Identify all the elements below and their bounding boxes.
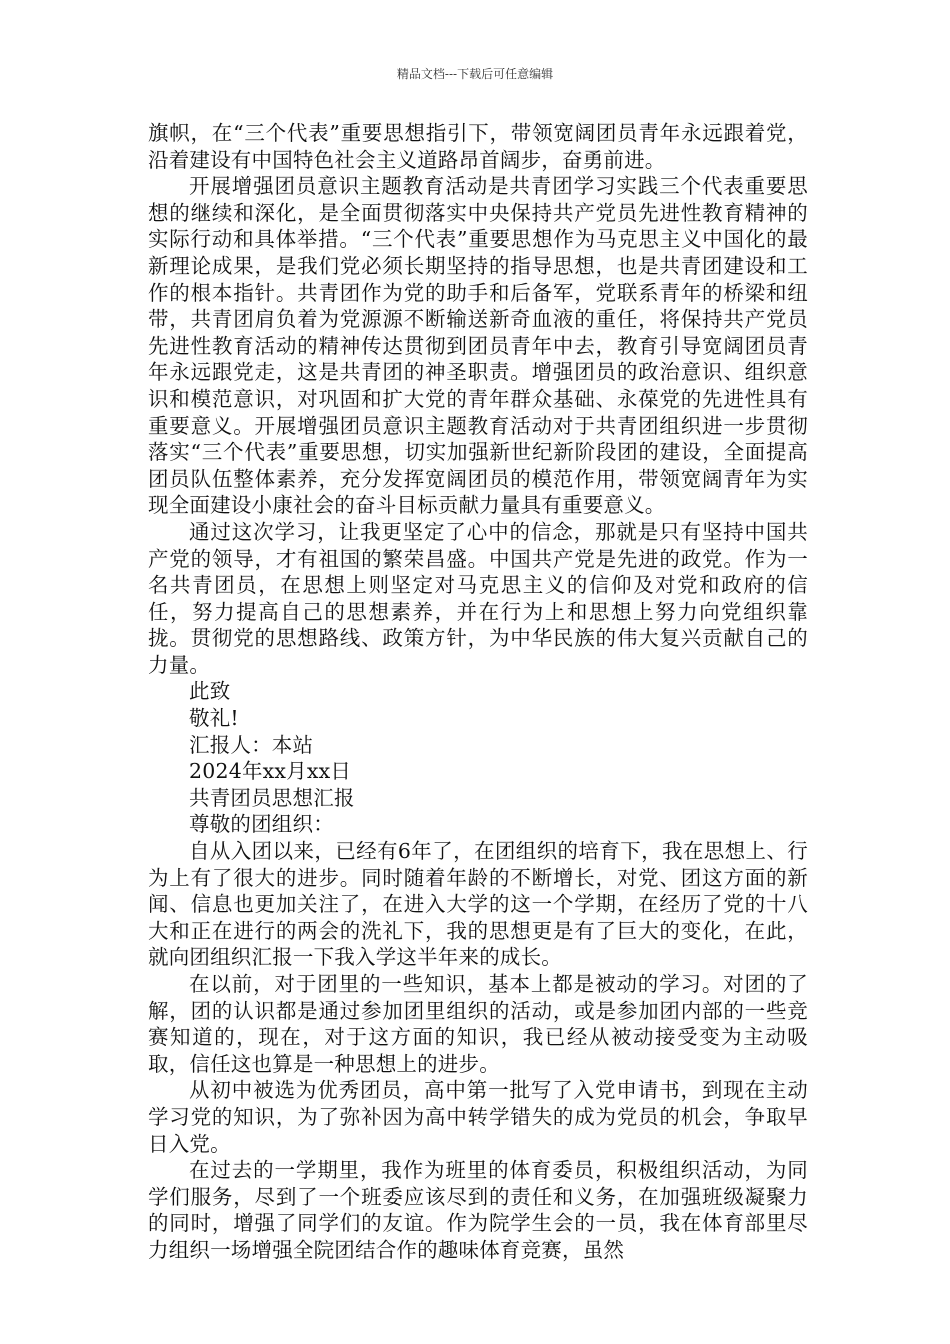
paragraph: 从初中被选为优秀团员，高中第一批写了入党申请书，到现在主动学习党的知识，为了弥补因为高中转学错失的成为党员的机会，争取早日入党。 bbox=[148, 1078, 808, 1156]
document-body bbox=[148, 120, 808, 1264]
greeting-line: 尊敬的团组织： bbox=[189, 812, 334, 837]
closing-salutation: 此致 bbox=[189, 679, 231, 704]
date-line: 2024年xx月xx日 bbox=[189, 759, 352, 784]
paragraph: 自从入团以来，已经有6年了，在团组织的培育下，我在思想上、行为上有了很大的进步。同时随着年龄的不断增长，对党、团这方面的新闻、信息也更加关注了，在进入大学的这一个学期，在经历了党的十八大和正在进行的两会的洗礼下，我的思想更是有了巨大的变化，在此，就向团组织汇报一下我入学这半年来的成长。 bbox=[148, 839, 808, 970]
paragraph: 开展增强团员意识主题教育活动是共青团学习实践三个代表重要思想的继续和深化，是全面贯彻落实中央保持共产党员先进性教育精神的实际行动和具体举措。“三个代表”重要思想作为马克思主义中国化的最新理论成果，是我们党必须长期坚持的指导思想，也是共青团建设和工作的根本指针。共青团作为党的助手和后备军，党联系青年的桥梁和纽带，共青团肩负着为党源源不断输送新奇血液的重任，将保持共产党员先进性教育活动的精神传达贯彻到团员青年中去，教育引导宽阔团员青年永远跟党走，这是共青团的神圣职责。增强团员的政治意识、组织意识和模范意识，对巩固和扩大党的青年群众基础、永葆党的先进性具有重要意义。开展增强团员意识主题教育活动对于共青团组织进一步贯彻落实“三个代表”重要思想，切实加强新世纪新阶段团的建设，全面提高团员队伍整体素养，充分发挥宽阔团员的模范作用，带领宽阔青年为实现全面建设小康社会的奋斗目标贡献力量具有重要意义。 bbox=[148, 174, 808, 518]
page-header: 精品文档---下载后可任意编辑 bbox=[396, 67, 554, 81]
closing-regards: 敬礼! bbox=[189, 706, 239, 731]
reporter-line: 汇报人：本站 bbox=[189, 732, 314, 757]
paragraph: 在过去的一学期里，我作为班里的体育委员，积极组织活动，为同学们服务，尽到了一个班委应该尽到的责任和义务，在加强班级凝聚力的同时，增强了同学们的友谊。作为院学生会的一员，我在体育部里尽力组织一场增强全院团结合作的趣味体育竞赛，虽然 bbox=[148, 1158, 808, 1262]
section-title: 共青团员思想汇报 bbox=[189, 785, 355, 810]
paragraph: 在以前，对于团里的一些知识，基本上都是被动的学习。对团的了解，团的认识都是通过参加团里组织的活动，或是参加团内部的一些竞赛知道的，现在，对于这方面的知识，我已经从被动接受变为主动吸取，信任这也算是一种思想上的进步。 bbox=[148, 972, 808, 1076]
paragraph: 通过这次学习，让我更坚定了心中的信念，那就是只有坚持中国共产党的领导，才有祖国的繁荣昌盛。中国共产党是先进的政党。作为一名共青团员，在思想上则坚定对马克思主义的信仰及对党和政府的信任，努力提高自己的思想素养，并在行为上和思想上努力向党组织靠拢。贯彻党的思想路线、政策方针，为中华民族的伟大复兴贡献自己的力量。 bbox=[148, 519, 808, 677]
paragraph-continued: 旗帜，在“三个代表”重要思想指引下，带领宽阔团员青年永远跟着党，沿着建设有中国特色社会主义道路昂首阔步，奋勇前进。 bbox=[148, 121, 808, 172]
